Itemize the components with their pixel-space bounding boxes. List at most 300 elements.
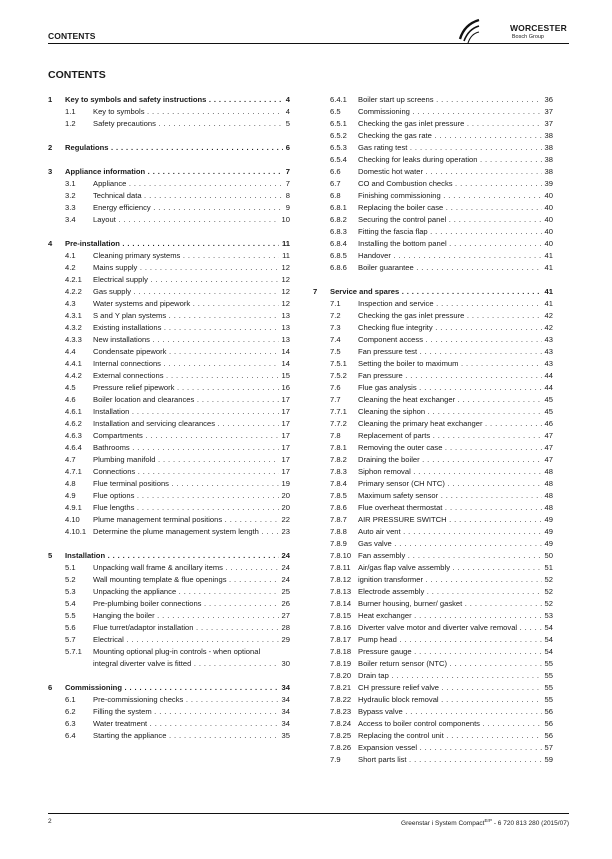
toc-entry-page: 34 xyxy=(281,707,290,716)
toc-entry[interactable] xyxy=(313,514,553,526)
footer-rule xyxy=(48,813,569,814)
toc-entry-page: 52 xyxy=(544,575,553,584)
toc-entry-number: 7.8.10 xyxy=(330,551,352,560)
toc-entry-number: 7.2 xyxy=(330,311,341,320)
toc-entry[interactable] xyxy=(48,262,290,274)
toc-entry[interactable] xyxy=(313,526,553,538)
toc-entry-title: Technical data . . . xyxy=(93,190,283,202)
toc-entry-title: Determine the plume management system length . . . xyxy=(93,526,279,538)
toc-entry-title: Regulations . . . xyxy=(65,142,283,154)
toc-entry-number: 4.3.1 xyxy=(65,311,82,320)
toc-entry-page: 30 xyxy=(281,659,290,668)
toc-entry[interactable] xyxy=(48,382,290,394)
toc-entry-page: 41 xyxy=(544,299,553,308)
toc-entry-page: 51 xyxy=(544,563,553,572)
toc-entry-title: Energy efficiency . . . xyxy=(93,202,283,214)
toc-entry-page: 42 xyxy=(544,311,553,320)
toc-entry[interactable] xyxy=(313,430,553,442)
toc-entry[interactable] xyxy=(48,406,290,418)
toc-entry[interactable] xyxy=(48,646,290,658)
toc-entry-number: 7.8.11 xyxy=(330,563,351,572)
toc-chapter-entry[interactable] xyxy=(48,238,290,250)
toc-entry-number: 7.8.17 xyxy=(330,635,352,644)
toc-entry[interactable] xyxy=(48,490,290,502)
toc-entry-title: Replacing the boiler case . . . xyxy=(358,202,542,214)
toc-entry-page: 10 xyxy=(281,215,290,224)
toc-chapter-entry[interactable] xyxy=(48,142,290,154)
toc-entry-title: Pre-installation . . . xyxy=(65,238,279,250)
toc-entry-page: 43 xyxy=(544,359,553,368)
toc-entry-title: Layout . . . xyxy=(93,214,279,226)
toc-entry[interactable] xyxy=(48,346,290,358)
toc-entry-number: 4.1 xyxy=(65,251,76,260)
toc-entry-number: 7.5.2 xyxy=(330,371,347,380)
toc-entry[interactable] xyxy=(313,598,553,610)
toc-entry[interactable] xyxy=(313,622,553,634)
toc-entry-page: 43 xyxy=(544,335,553,344)
toc-entry[interactable] xyxy=(313,238,553,250)
toc-entry-number: 1 xyxy=(48,95,53,104)
toc-entry[interactable] xyxy=(313,298,553,310)
toc-entry-number: 7.8.9 xyxy=(330,539,347,548)
toc-entry-number: 7.8.26 xyxy=(330,743,352,752)
toc-entry[interactable] xyxy=(48,118,290,130)
toc-entry-page: 17 xyxy=(281,395,290,404)
toc-entry[interactable] xyxy=(48,190,290,202)
toc-entry[interactable] xyxy=(313,754,553,766)
toc-chapter-entry[interactable] xyxy=(48,682,290,694)
toc-entry-title: Inspection and service . . . xyxy=(358,298,542,310)
toc-entry-number: 6.8.2 xyxy=(330,215,347,224)
toc-left-column xyxy=(48,94,290,742)
toc-entry[interactable] xyxy=(48,622,290,634)
toc-entry-number: 7 xyxy=(313,287,318,296)
toc-entry-page: 6 xyxy=(285,143,290,152)
toc-entry[interactable] xyxy=(313,730,553,742)
toc-entry[interactable] xyxy=(48,358,290,370)
toc-entry-number: 6.5.4 xyxy=(330,155,347,164)
toc-entry[interactable] xyxy=(313,478,553,490)
toc-entry[interactable] xyxy=(313,574,553,586)
toc-entry[interactable] xyxy=(48,586,290,598)
toc-entry-page: 4 xyxy=(285,95,290,104)
toc-entry-page: 28 xyxy=(281,623,290,632)
toc-entry[interactable] xyxy=(313,670,553,682)
toc-entry-title: Removing the outer case . . . xyxy=(358,442,542,454)
toc-entry-page: 35 xyxy=(281,731,290,740)
toc-entry-number: 3 xyxy=(48,167,53,176)
toc-entry-number: 4.9.1 xyxy=(65,503,82,512)
toc-entry-number: 7.8.16 xyxy=(330,623,352,632)
toc-entry[interactable] xyxy=(313,586,553,598)
toc-entry[interactable] xyxy=(313,418,553,430)
toc-entry-number: 7.8.14 xyxy=(330,599,352,608)
toc-entry-page: 47 xyxy=(544,443,553,452)
toc-entry[interactable] xyxy=(48,718,290,730)
toc-entry-title: Wall mounting template & flue openings . . . xyxy=(93,574,279,586)
toc-entry-title: Auto air vent . . . xyxy=(358,526,542,538)
toc-entry-number: 6.2 xyxy=(65,707,76,716)
toc-chapter-entry[interactable] xyxy=(313,286,553,298)
toc-entry[interactable] xyxy=(48,526,290,538)
toc-entry[interactable] xyxy=(313,706,553,718)
toc-entry-number: 4.4 xyxy=(65,347,76,356)
toc-entry[interactable] xyxy=(313,682,553,694)
toc-entry-page: 48 xyxy=(544,503,553,512)
toc-entry[interactable] xyxy=(313,226,553,238)
toc-entry[interactable] xyxy=(48,478,290,490)
toc-entry-title: Fan pressure test . . . xyxy=(358,346,542,358)
brand-subtitle: Bosch Group xyxy=(511,34,544,40)
toc-entry[interactable] xyxy=(48,610,290,622)
toc-entry-page: 38 xyxy=(544,143,553,152)
toc-entry-number: 2 xyxy=(48,143,53,152)
toc-entry-title: New installations . . . xyxy=(93,334,279,346)
toc-entry-number: 6.3 xyxy=(65,719,76,728)
toc-entry-title: Draining the boiler . . . xyxy=(358,454,542,466)
toc-entry-page: 40 xyxy=(544,239,553,248)
toc-chapter-entry[interactable] xyxy=(48,94,290,106)
toc-entry[interactable] xyxy=(313,190,553,202)
toc-entry-number: 5.5 xyxy=(65,611,76,620)
toc-entry-page: 27 xyxy=(281,611,290,620)
toc-entry-title: Replacement of parts . . . xyxy=(358,430,542,442)
toc-entry[interactable] xyxy=(48,730,290,742)
toc-entry-title: Flue gas analysis . . . xyxy=(358,382,542,394)
toc-entry[interactable] xyxy=(48,178,290,190)
toc-entry-number: 5.7.1 xyxy=(65,647,82,656)
toc-entry-page: 47 xyxy=(544,431,553,440)
toc-entry-title: Gas rating test . . . xyxy=(358,142,542,154)
toc-entry-page: 56 xyxy=(544,707,553,716)
toc-entry[interactable] xyxy=(313,550,553,562)
toc-entry[interactable] xyxy=(48,250,290,262)
toc-entry[interactable] xyxy=(48,502,290,514)
toc-entry-number: 7.8.8 xyxy=(330,527,347,536)
toc-entry-page: 17 xyxy=(281,443,290,452)
toc-entry-title: CO and Combustion checks . . . xyxy=(358,178,542,190)
toc-entry-title: Gas supply . . . xyxy=(93,286,279,298)
toc-entry[interactable] xyxy=(48,418,290,430)
toc-entry-title: Installing the bottom panel . . . xyxy=(358,238,542,250)
toc-entry-number: 4.8 xyxy=(65,479,76,488)
toc-entry-page: 5 xyxy=(285,119,290,128)
toc-entry[interactable] xyxy=(313,370,553,382)
toc-entry-title: Siphon removal . . . xyxy=(358,466,542,478)
toc-entry-title: Flue overheat thermostat . . . xyxy=(358,502,542,514)
toc-entry-page: 15 xyxy=(281,371,290,380)
toc-entry-number: 4.6.1 xyxy=(65,407,82,416)
toc-entry[interactable] xyxy=(313,106,553,118)
toc-chapter-entry[interactable] xyxy=(48,166,290,178)
toc-entry-number: 7.8.22 xyxy=(330,695,352,704)
toc-entry-number: 4.3 xyxy=(65,299,76,308)
toc-entry-number: 7.8.15 xyxy=(330,611,352,620)
toc-entry[interactable] xyxy=(313,466,553,478)
toc-entry-page: 13 xyxy=(281,311,290,320)
toc-entry-number: 6.7 xyxy=(330,179,341,188)
toc-entry-number: 4.3.2 xyxy=(65,323,82,332)
toc-entry[interactable] xyxy=(48,286,290,298)
toc-entry-title: Pressure gauge . . . xyxy=(358,646,542,658)
toc-entry-title: Setting the boiler to maximum . . . xyxy=(358,358,542,370)
toc-entry[interactable] xyxy=(48,334,290,346)
toc-entry[interactable] xyxy=(313,658,553,670)
toc-entry-page: 12 xyxy=(281,299,290,308)
toc-entry-page: 55 xyxy=(544,683,553,692)
toc-entry-page: 54 xyxy=(544,623,553,632)
toc-entry-title: Securing the control panel . . . xyxy=(358,214,542,226)
toc-entry-title: Unpacking the appliance . . . xyxy=(93,586,279,598)
toc-entry-title: Pressure relief pipework . . . xyxy=(93,382,279,394)
toc-entry[interactable] xyxy=(313,742,553,754)
footer-page-number: 2 xyxy=(48,818,52,825)
toc-entry-title: ignition transformer . . . xyxy=(358,574,542,586)
toc-entry-title: Pre-commissioning checks . . . xyxy=(93,694,279,706)
toc-entry-number: 4.2 xyxy=(65,263,76,272)
page-title: CONTENTS xyxy=(48,69,106,81)
toc-entry-title: Key to symbols . . . xyxy=(93,106,283,118)
toc-entry[interactable] xyxy=(48,706,290,718)
footer-doc-reference xyxy=(401,818,569,827)
toc-entry[interactable] xyxy=(313,694,553,706)
toc-entry[interactable] xyxy=(313,130,553,142)
toc-entry-number: 7.8.1 xyxy=(330,443,347,452)
toc-entry-page: 48 xyxy=(544,467,553,476)
toc-entry[interactable] xyxy=(48,442,290,454)
toc-entry[interactable] xyxy=(48,310,290,322)
toc-entry-number: 7.8.24 xyxy=(330,719,352,728)
toc-entry-page: 13 xyxy=(281,335,290,344)
toc-entry-number: 4.7.1 xyxy=(65,467,82,476)
toc-entry[interactable] xyxy=(313,382,553,394)
toc-entry-number: 4.6 xyxy=(65,395,76,404)
toc-entry-number: 7.7.2 xyxy=(330,419,347,428)
toc-entry-number: 6.8 xyxy=(330,191,341,200)
toc-entry-title: Cleaning the siphon . . . xyxy=(358,406,542,418)
toc-entry[interactable] xyxy=(48,454,290,466)
worcester-logo-icon xyxy=(457,17,481,45)
toc-entry-title: Filling the system . . . xyxy=(93,706,279,718)
toc-entry[interactable] xyxy=(313,118,553,130)
toc-entry-page: 17 xyxy=(281,467,290,476)
toc-entry-page: 49 xyxy=(544,539,553,548)
toc-entry[interactable] xyxy=(313,562,553,574)
toc-entry[interactable] xyxy=(48,514,290,526)
toc-entry[interactable] xyxy=(48,430,290,442)
toc-entry-page: 41 xyxy=(544,263,553,272)
toc-entry[interactable] xyxy=(48,322,290,334)
toc-entry[interactable] xyxy=(313,538,553,550)
toc-entry-page: 11 xyxy=(282,251,290,260)
toc-entry-title: Installation . . . xyxy=(65,550,279,562)
toc-entry-page: 47 xyxy=(544,455,553,464)
toc-entry-number: 7.8.18 xyxy=(330,647,352,656)
toc-entry[interactable] xyxy=(313,610,553,622)
toc-entry[interactable] xyxy=(313,406,553,418)
toc-entry-page: 14 xyxy=(281,359,290,368)
toc-entry[interactable] xyxy=(48,298,290,310)
toc-entry-number: 7.8.20 xyxy=(330,671,352,680)
toc-entry[interactable] xyxy=(313,490,553,502)
toc-entry[interactable] xyxy=(48,574,290,586)
toc-entry-title: Key to symbols and safety instructions . . . xyxy=(65,94,283,106)
toc-entry-page: 36 xyxy=(544,95,553,104)
toc-entry-page: 46 xyxy=(544,419,553,428)
toc-entry-title: Unpacking wall frame & ancillary items . . . xyxy=(93,562,279,574)
toc-entry-number: 5.4 xyxy=(65,599,76,608)
toc-entry-page: 40 xyxy=(544,203,553,212)
toc-entry-number: 6 xyxy=(48,683,53,692)
toc-entry-number: 6.5.1 xyxy=(330,119,347,128)
toc-entry-number: 7.4 xyxy=(330,335,341,344)
toc-entry-page: 26 xyxy=(281,599,290,608)
toc-entry-page: 19 xyxy=(281,479,290,488)
toc-entry-page: 7 xyxy=(285,179,290,188)
toc-entry-number: 7.8.21 xyxy=(330,683,352,692)
toc-entry-page: 13 xyxy=(281,323,290,332)
header-rule xyxy=(48,43,569,44)
toc-entry-page: 54 xyxy=(544,647,553,656)
toc-entry-title: Water treatment . . . xyxy=(93,718,279,730)
toc-entry-page: 45 xyxy=(544,407,553,416)
toc-entry[interactable] xyxy=(313,142,553,154)
toc-entry-number: 6.8.6 xyxy=(330,263,347,272)
toc-entry-title: Air/gas flap valve assembly . . . xyxy=(358,562,542,574)
toc-entry-number: 1.1 xyxy=(65,107,76,116)
toc-entry[interactable] xyxy=(48,394,290,406)
toc-entry-number: 6.8.1 xyxy=(330,203,347,212)
toc-entry[interactable] xyxy=(48,694,290,706)
toc-entry[interactable] xyxy=(313,454,553,466)
toc-entry-page: 50 xyxy=(544,551,553,560)
toc-entry-page: 12 xyxy=(281,287,290,296)
toc-entry-number: 7.8 xyxy=(330,431,341,440)
toc-entry[interactable] xyxy=(313,634,553,646)
toc-entry-title: Condensate pipework . . . xyxy=(93,346,279,358)
toc-entry-page: 42 xyxy=(544,323,553,332)
toc-entry-number: 7.5.1 xyxy=(330,359,347,368)
toc-entry-page: 20 xyxy=(281,503,290,512)
toc-entry-page: 29 xyxy=(281,635,290,644)
toc-entry-page: 34 xyxy=(281,683,290,692)
toc-entry-title: Appliance . . . xyxy=(93,178,283,190)
toc-entry-title: Flue turret/adaptor installation . . . xyxy=(93,622,279,634)
toc-entry[interactable] xyxy=(48,598,290,610)
toc-entry-number: 7.8.5 xyxy=(330,491,347,500)
toc-entry-page: 56 xyxy=(544,719,553,728)
toc-entry[interactable] xyxy=(313,502,553,514)
toc-entry-number: 4.9 xyxy=(65,491,76,500)
toc-entry-page: 52 xyxy=(544,599,553,608)
toc-entry[interactable] xyxy=(313,346,553,358)
toc-entry-title: Handover . . . xyxy=(358,250,542,262)
toc-entry[interactable] xyxy=(313,442,553,454)
toc-entry-number: 5.7 xyxy=(65,635,76,644)
toc-entry-number: 4.2.2 xyxy=(65,287,82,296)
toc-entry-number: 3.4 xyxy=(65,215,76,224)
toc-entry[interactable] xyxy=(48,634,290,646)
toc-entry-number: 4.5 xyxy=(65,383,76,392)
toc-entry-title: Internal connections . . . xyxy=(93,358,279,370)
toc-entry-number: 7.6 xyxy=(330,383,341,392)
toc-entry-title: CH pressure relief valve . . . xyxy=(358,682,542,694)
footer-doc-code: - 6 720 813 280 (2015/07) xyxy=(492,820,569,828)
toc-entry[interactable] xyxy=(48,466,290,478)
toc-entry-number: 6.8.5 xyxy=(330,251,347,260)
toc-entry[interactable] xyxy=(313,394,553,406)
toc-entry-title: Fan assembly . . . xyxy=(358,550,542,562)
toc-entry-page: 38 xyxy=(544,167,553,176)
toc-entry-number: 7.5 xyxy=(330,347,341,356)
toc-entry-title: S and Y plan systems . . . xyxy=(93,310,279,322)
toc-entry[interactable] xyxy=(313,718,553,730)
toc-entry-page: 55 xyxy=(544,659,553,668)
toc-entry-page: 40 xyxy=(544,191,553,200)
toc-entry-number: 7.7.1 xyxy=(330,407,347,416)
toc-entry[interactable] xyxy=(313,646,553,658)
toc-entry[interactable] xyxy=(313,94,553,106)
toc-chapter-entry[interactable] xyxy=(48,550,290,562)
toc-entry-page: 16 xyxy=(281,383,290,392)
toc-entry-number: 7.8.25 xyxy=(330,731,352,740)
toc-entry-number: 7.8.3 xyxy=(330,467,347,476)
toc-entry-title: Flue terminal positions . . . xyxy=(93,478,279,490)
toc-entry-page: 17 xyxy=(281,419,290,428)
toc-entry-number: 7.3 xyxy=(330,323,341,332)
toc-entry-number: 4 xyxy=(48,239,53,248)
toc-entry[interactable] xyxy=(313,334,553,346)
toc-entry[interactable] xyxy=(48,658,290,670)
toc-entry-title: Plumbing manifold . . . xyxy=(93,454,279,466)
toc-entry-number: 6.5.2 xyxy=(330,131,347,140)
toc-entry[interactable] xyxy=(48,214,290,226)
toc-entry-title: External connections . . . xyxy=(93,370,279,382)
toc-entry[interactable] xyxy=(313,202,553,214)
toc-entry[interactable] xyxy=(313,310,553,322)
toc-entry-page: 11 xyxy=(281,239,290,248)
toc-entry[interactable] xyxy=(313,154,553,166)
toc-entry[interactable] xyxy=(48,106,290,118)
toc-entry[interactable] xyxy=(313,178,553,190)
toc-entry[interactable] xyxy=(48,202,290,214)
toc-entry-page: 4 xyxy=(285,107,290,116)
toc-entry-title: Drain tap . . . xyxy=(358,670,542,682)
toc-entry-page: 34 xyxy=(281,719,290,728)
toc-entry[interactable] xyxy=(313,250,553,262)
toc-entry[interactable] xyxy=(48,562,290,574)
toc-entry[interactable] xyxy=(313,166,553,178)
toc-entry[interactable] xyxy=(313,358,553,370)
toc-entry-page: 8 xyxy=(285,191,290,200)
toc-entry[interactable] xyxy=(313,262,553,274)
toc-entry-page: 41 xyxy=(544,287,553,296)
toc-entry-page: 49 xyxy=(544,515,553,524)
toc-entry-page: 44 xyxy=(544,371,553,380)
toc-entry-page: 53 xyxy=(544,611,553,620)
toc-right-column xyxy=(313,94,553,766)
toc-entry-page: 59 xyxy=(544,755,553,764)
toc-entry[interactable] xyxy=(313,322,553,334)
toc-entry[interactable] xyxy=(48,370,290,382)
toc-entry[interactable] xyxy=(48,274,290,286)
toc-entry-title: Checking the gas rate . . . xyxy=(358,130,542,142)
toc-entry[interactable] xyxy=(313,214,553,226)
toc-entry-title: Finishing commissioning . . . xyxy=(358,190,542,202)
toc-entry-page: 54 xyxy=(544,635,553,644)
toc-entry-page: 9 xyxy=(285,203,290,212)
toc-entry-page: 48 xyxy=(544,491,553,500)
